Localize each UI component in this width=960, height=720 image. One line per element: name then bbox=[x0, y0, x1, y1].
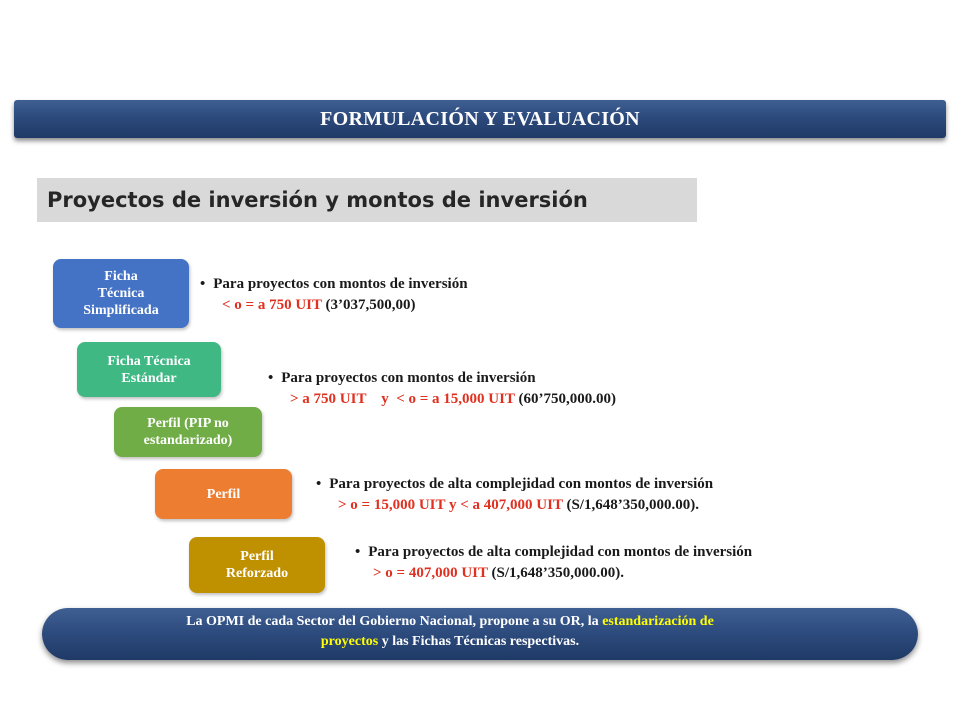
banner-title: FORMULACIÓN Y EVALUACIÓN bbox=[320, 107, 640, 130]
description-text: Para proyectos de alta complejidad con montos de inversión bbox=[329, 476, 714, 492]
description-range: > o = 15,000 UIT y < a 407,000 UIT bbox=[338, 497, 563, 513]
description-amount: (3’037,500,00) bbox=[321, 297, 416, 313]
description-amount: (60’750,000.00) bbox=[514, 391, 616, 407]
box-perfil-reforzado bbox=[189, 537, 325, 593]
box-label: Ficha Técnica Simplificada bbox=[83, 269, 159, 318]
description-amount: (S/1,648’350,000.00). bbox=[562, 497, 699, 513]
subtitle-text: Proyectos de inversión y montos de inversión bbox=[47, 188, 588, 212]
description-3 bbox=[316, 474, 713, 516]
footer-text: La OPMI de cada Sector del Gobierno Nacional, propone a su OR, la bbox=[186, 614, 603, 629]
footer-text: y las Fichas Técnicas respectivas. bbox=[378, 634, 580, 649]
description-text: Para proyectos de alta complejidad con montos de inversión bbox=[368, 544, 753, 560]
footer-highlight: proyectos bbox=[320, 634, 379, 649]
section-banner bbox=[14, 100, 946, 138]
box-label: Perfil bbox=[206, 486, 241, 502]
box-label: Perfil (PIP no estandarizado) bbox=[143, 416, 233, 448]
bullet-icon: • bbox=[355, 544, 361, 560]
description-text: Para proyectos con montos de inversión bbox=[213, 276, 468, 292]
footer-note bbox=[42, 608, 918, 660]
description-text: Para proyectos con montos de inversión bbox=[281, 370, 536, 386]
description-range: > o = 407,000 UIT bbox=[373, 565, 488, 581]
description-1 bbox=[200, 274, 468, 316]
box-label: Ficha Técnica Estándar bbox=[107, 353, 191, 386]
box-label: Perfil Reforzado bbox=[225, 549, 289, 581]
description-4 bbox=[355, 542, 752, 584]
description-range: > a 750 UIT y < o = a 15,000 UIT bbox=[290, 391, 515, 407]
box-ficha-tecnica-simplificada bbox=[53, 259, 189, 328]
description-2 bbox=[268, 368, 616, 410]
footer-highlight: estandarización de bbox=[602, 614, 714, 629]
bullet-icon: • bbox=[200, 276, 206, 292]
box-ficha-tecnica-estandar bbox=[77, 342, 221, 397]
slide-subtitle bbox=[37, 178, 697, 222]
bullet-icon: • bbox=[316, 476, 322, 492]
bullet-icon: • bbox=[268, 370, 274, 386]
box-perfil-pip-no-estandarizado bbox=[114, 407, 262, 457]
description-range: < o = a 750 UIT bbox=[222, 297, 322, 313]
box-perfil bbox=[155, 469, 292, 519]
description-amount: (S/1,648’350,000.00). bbox=[487, 565, 624, 581]
